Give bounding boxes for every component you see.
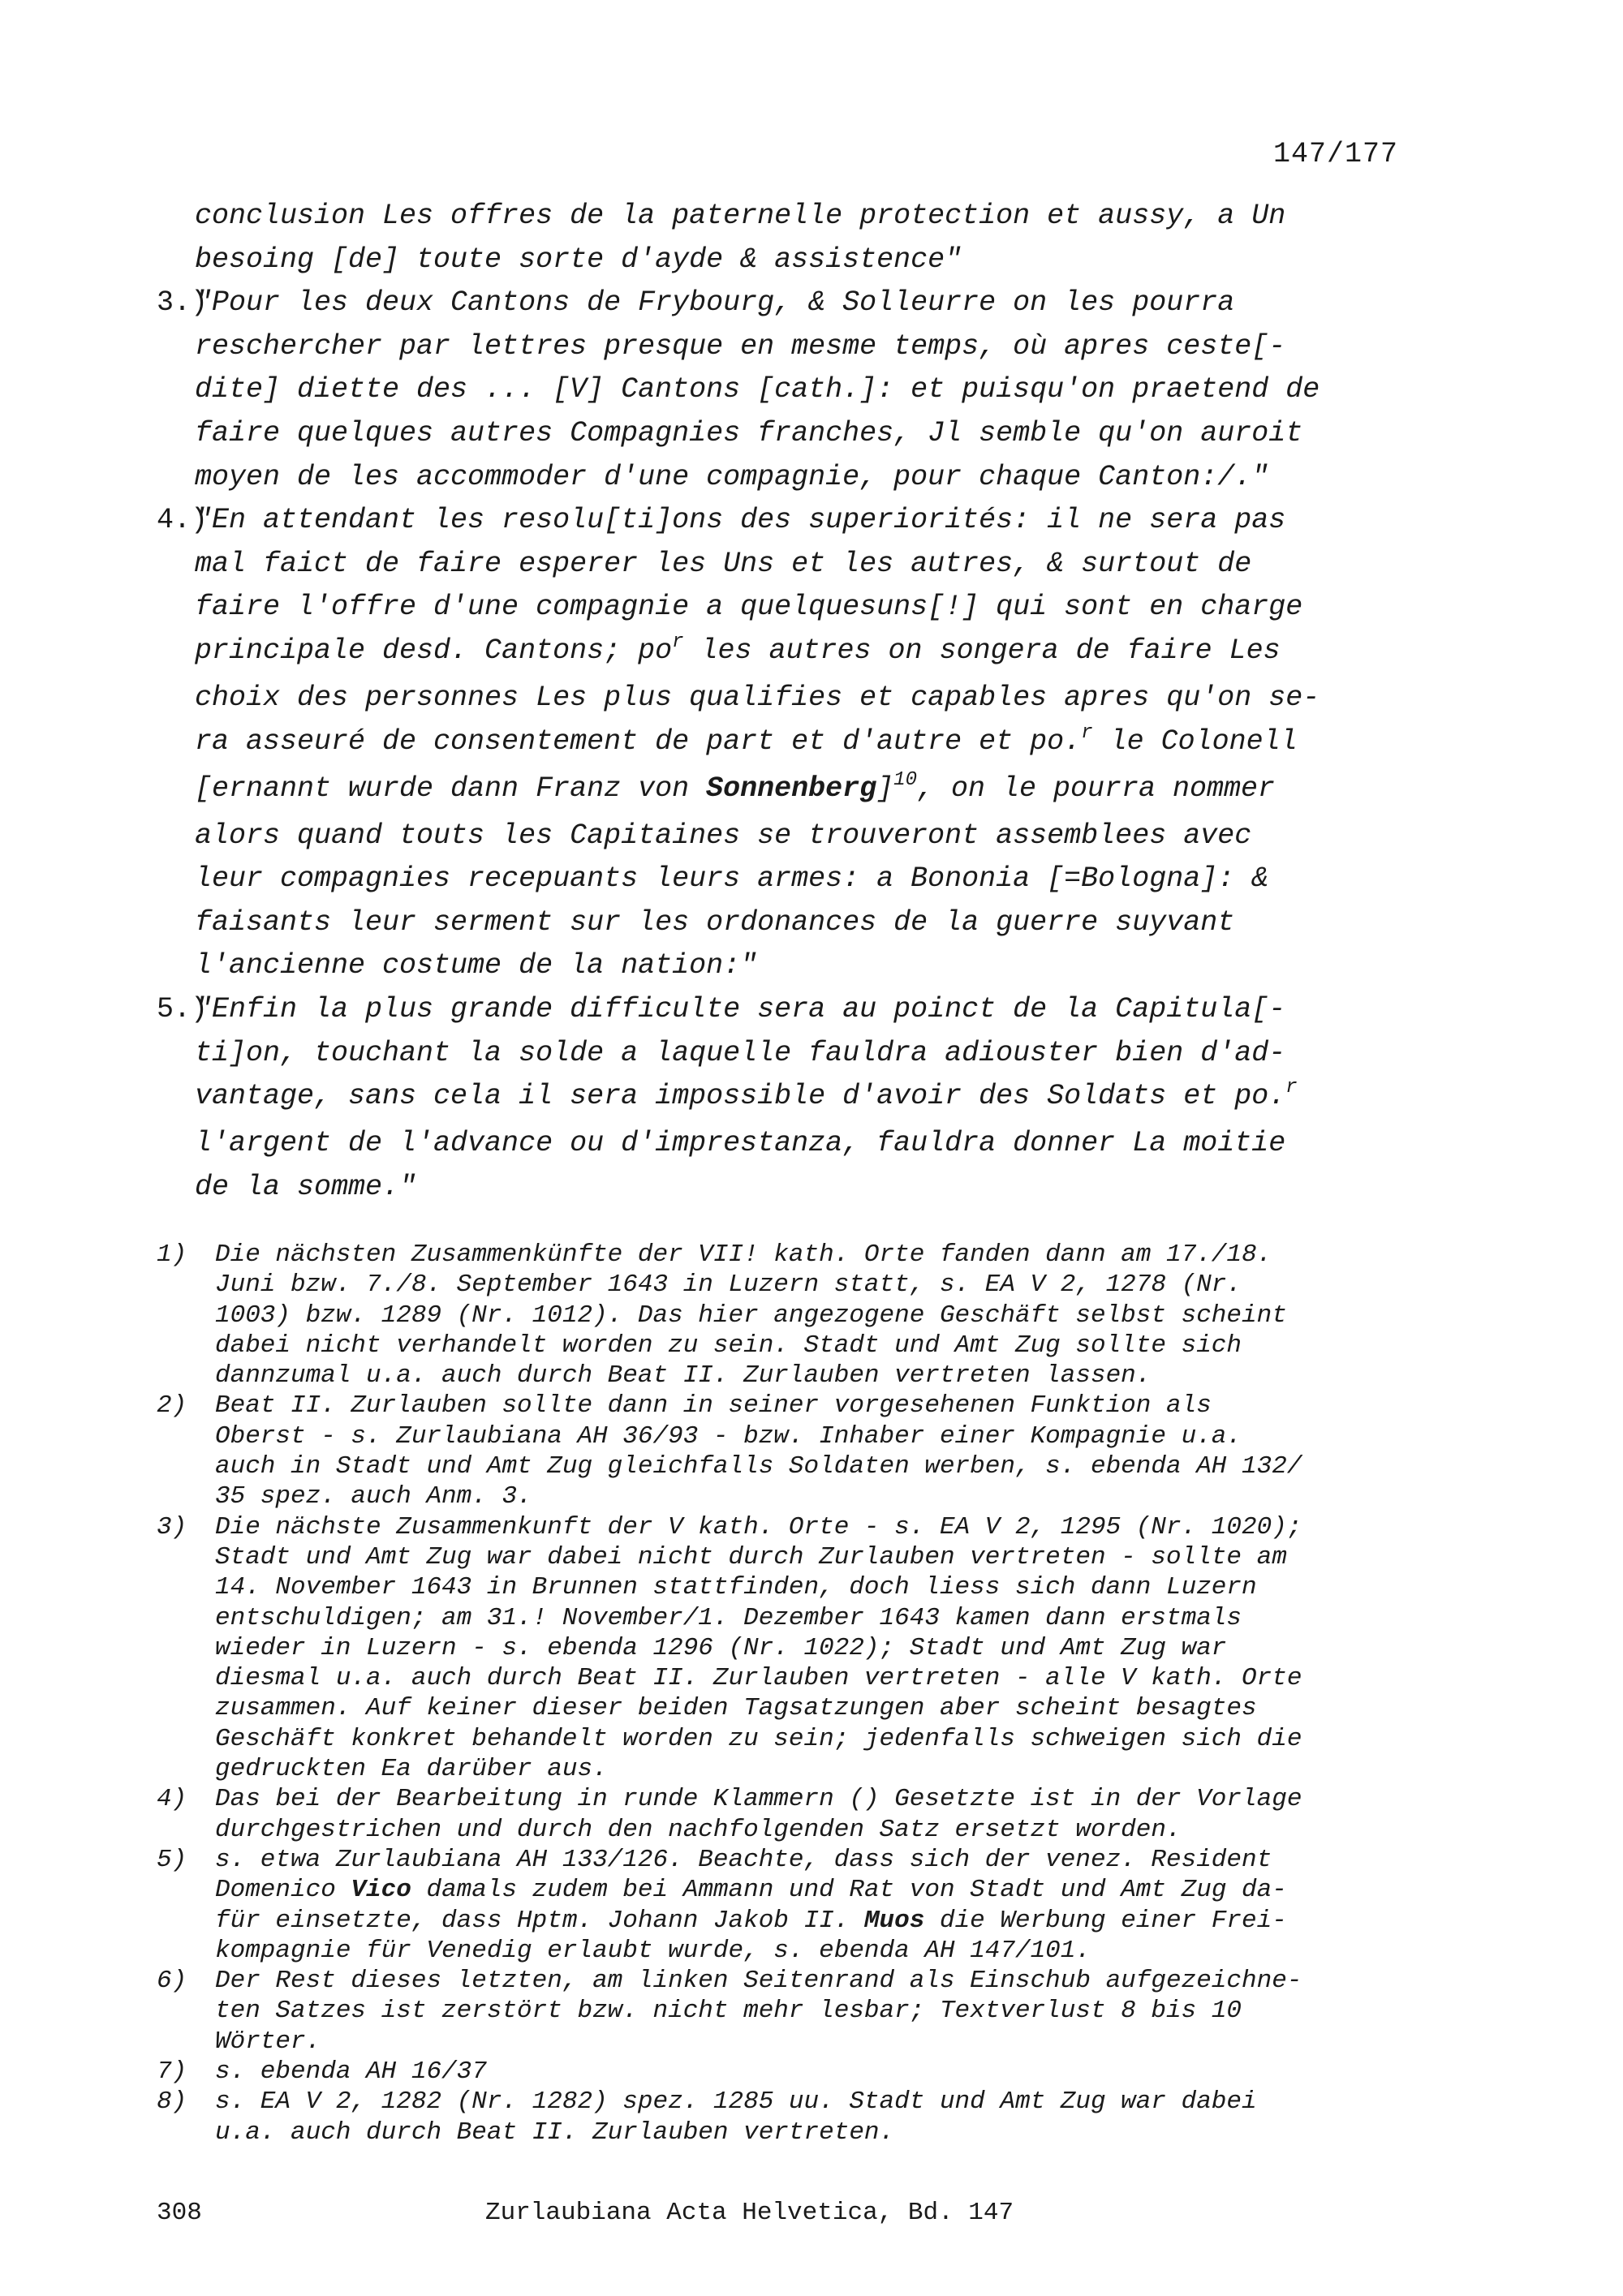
footer-page-number: 308 bbox=[157, 2199, 202, 2227]
footnote-number: 4) bbox=[157, 1785, 187, 1814]
text-line: besoing [de] toute sorte d'ayde & assistence" bbox=[195, 243, 962, 276]
text-run: Domenico bbox=[215, 1876, 351, 1905]
footnote-line bbox=[215, 1906, 1423, 1936]
footnote-number: 8) bbox=[157, 2087, 187, 2117]
text-line: mal faict de faire esperer les Uns et les autres, & surtout de bbox=[195, 547, 1252, 580]
footnote-number: 6) bbox=[157, 1967, 187, 1996]
footnote-7 bbox=[157, 2057, 1423, 2087]
text-line: de la somme." bbox=[195, 1170, 417, 1203]
footnote-line: Stadt und Amt Zug war dabei nicht durch Zurlauben vertreten - sollte am bbox=[215, 1542, 1287, 1572]
footnote-line: zusammen. Auf keiner dieser beiden Tagsatzungen aber scheint besagtes bbox=[215, 1694, 1257, 1723]
footnote-line: 14. November 1643 in Brunnen stattfinden, doch liess sich dann Luzern bbox=[215, 1573, 1257, 1602]
footnote-8 bbox=[157, 2087, 1423, 2148]
footnotes bbox=[157, 1240, 1423, 2148]
footnote-line: s. etwa Zurlaubiana AH 133/126. Beachte, dass sich der venez. Resident bbox=[215, 1845, 1272, 1874]
text-line: faire quelques autres Compagnies franches, Jl semble qu'on auroit bbox=[195, 416, 1303, 449]
text-line: l'argent de l'advance ou d'imprestanza, fauldra donner La moitie bbox=[195, 1127, 1286, 1160]
text-line bbox=[195, 767, 1423, 815]
text-line: leur compagnies recepuants leurs armes: a Bononia [=Bologna]: & bbox=[195, 862, 1269, 896]
footnote-line: Der Rest dieses letzten, am linken Seitenrand als Einschub aufgezeichne- bbox=[215, 1967, 1302, 1996]
text-line: faire l'offre d'une compagnie a quelquesuns[!] qui sont en charge bbox=[195, 591, 1303, 624]
text-line: conclusion Les offres de la paternelle protection et aussy, a Un bbox=[195, 200, 1286, 232]
footnote-line: u.a. auch durch Beat II. Zurlauben vertreten. bbox=[215, 2118, 895, 2147]
paragraph-continuation bbox=[157, 195, 1423, 282]
footnote-ref: 10 bbox=[893, 768, 917, 791]
footnote-line bbox=[215, 1875, 1423, 1905]
text-line: alors quand touts les Capitaines se trouveront assemblees avec bbox=[195, 819, 1252, 852]
footnote-line: durchgestrichen und durch den nachfolgenden Satz ersetzt worden. bbox=[215, 1815, 1182, 1844]
footnote-1 bbox=[157, 1240, 1423, 1391]
text-run: ra asseuré de consentement de part et d'autre et po. bbox=[195, 724, 1082, 758]
footnote-line: Oberst - s. Zurlaubiana AH 36/93 - bzw. Inhaber einer Kompagnie u.a. bbox=[215, 1421, 1242, 1451]
text-line: faisants leur serment sur les ordonances de la guerre suyvant bbox=[195, 905, 1235, 939]
footnote-line: Die nächsten Zusammenkünfte der VII! kath. Orte fanden dann am 17./18. bbox=[215, 1240, 1272, 1269]
text-run: damals zudem bei Ammann und Rat von Stadt und Amt Zug da- bbox=[411, 1876, 1287, 1905]
paragraph-3 bbox=[157, 282, 1423, 499]
footnote-line: auch in Stadt und Amt Zug gleichfalls Soldaten werben, s. ebenda AH 132/ bbox=[215, 1452, 1302, 1481]
footnote-line: Beat II. Zurlauben sollte dann in seiner vorgesehenen Funktion als bbox=[215, 1391, 1212, 1421]
footnote-line: Das bei der Bearbeitung in runde Klammern () Gesetzte ist in der Vorlage bbox=[215, 1785, 1302, 1814]
footnote-line: diesmal u.a. auch durch Beat II. Zurlauben vertreten - alle V kath. Orte bbox=[215, 1664, 1302, 1693]
text-run: ] bbox=[876, 772, 894, 805]
text-line bbox=[195, 1075, 1423, 1122]
text-line bbox=[195, 720, 1423, 767]
footnote-line: wieder in Luzern - s. ebenda 1296 (Nr. 1022); Stadt und Amt Zug war bbox=[215, 1633, 1227, 1662]
paragraph-number: 4.) bbox=[157, 504, 209, 537]
text-run: , on le pourra nommer bbox=[916, 772, 1276, 805]
superscript: r bbox=[672, 630, 684, 653]
footnote-line: s. ebenda AH 16/37 bbox=[215, 2057, 487, 2087]
footnote-6 bbox=[157, 1966, 1423, 2057]
footnote-line: 35 spez. auch Anm. 3. bbox=[215, 1482, 532, 1511]
text-line: l'ancienne costume de la nation:" bbox=[195, 949, 758, 982]
text-line: "Enfin la plus grande difficulte sera au poinct de la Capitula[- bbox=[195, 992, 1286, 1025]
footnote-2 bbox=[157, 1391, 1423, 1511]
paragraph-4 bbox=[157, 499, 1423, 988]
footnote-3 bbox=[157, 1512, 1423, 1785]
text-line bbox=[195, 630, 1423, 677]
footnote-line: Geschäft konkret behandelt worden zu sein; jedenfalls schweigen sich die bbox=[215, 1724, 1302, 1753]
footnote-number: 3) bbox=[157, 1512, 187, 1541]
person-name: Sonnenberg bbox=[706, 772, 877, 805]
footnote-line: Juni bzw. 7./8. September 1643 in Luzern statt, s. EA V 2, 1278 (Nr. bbox=[215, 1271, 1242, 1300]
footnote-line: dabei nicht verhandelt worden zu sein. Stadt und Amt Zug sollte sich bbox=[215, 1331, 1242, 1360]
footnote-line: dannzumal u.a. auch durch Beat II. Zurlauben vertreten lassen. bbox=[215, 1361, 1152, 1391]
paragraph-number: 3.) bbox=[157, 286, 209, 320]
footnote-5 bbox=[157, 1845, 1423, 1966]
text-line: dite] diette des ... [V] Cantons [cath.]: et puisqu'on praetend de bbox=[195, 373, 1320, 406]
paragraph-number: 5.) bbox=[157, 992, 209, 1025]
main-text bbox=[157, 195, 1423, 1209]
text-run: die Werbung einer Frei- bbox=[924, 1906, 1287, 1935]
footnote-line: 1003) bzw. 1289 (Nr. 1012). Das hier angezogene Geschäft selbst scheint bbox=[215, 1301, 1287, 1330]
footnote-line: ten Satzes ist zerstört bzw. nicht mehr lesbar; Textverlust 8 bis 10 bbox=[215, 1997, 1242, 2026]
footnote-line: kompagnie für Venedig erlaubt wurde, s. ebenda AH 147/101. bbox=[215, 1936, 1091, 1965]
footnote-number: 5) bbox=[157, 1845, 187, 1874]
superscript: r bbox=[1081, 721, 1093, 744]
person-name: Muos bbox=[863, 1906, 925, 1935]
text-run: vantage, sans cela il sera impossible d'avoir des Soldats et po. bbox=[195, 1080, 1286, 1113]
footnote-number: 7) bbox=[157, 2057, 187, 2087]
text-run: für einsetzte, dass Hptm. Johann Jakob II. bbox=[215, 1906, 864, 1935]
text-run: principale desd. Cantons; po bbox=[195, 634, 673, 667]
footnote-number: 1) bbox=[157, 1240, 187, 1269]
text-line: reschercher par lettres presque en mesme temps, où apres ceste[- bbox=[195, 329, 1286, 363]
paragraph-5 bbox=[157, 988, 1423, 1209]
text-line: ti]on, touchant la solde a laquelle fauldra adiouster bien d'ad- bbox=[195, 1036, 1286, 1069]
footer-publication-title: Zurlaubiana Acta Helvetica, Bd. 147 bbox=[485, 2199, 1014, 2227]
text-line: "En attendant les resolu[ti]ons des superiorités: il ne sera pas bbox=[195, 504, 1286, 537]
footnote-line: gedruckten Ea darüber aus. bbox=[215, 1755, 608, 1784]
footnote-line: Wörter. bbox=[215, 2027, 321, 2056]
footnote-4 bbox=[157, 1784, 1423, 1845]
person-name: Vico bbox=[351, 1876, 411, 1905]
superscript: r bbox=[1285, 1077, 1298, 1099]
text-line: choix des personnes Les plus qualifies et capables apres qu'on se- bbox=[195, 681, 1320, 714]
page-reference: 147/177 bbox=[1272, 138, 1398, 170]
text-run: [ernannt wurde dann Franz von bbox=[195, 772, 707, 805]
text-run: le Colonell bbox=[1092, 724, 1298, 758]
text-line: "Pour les deux Cantons de Frybourg, & Solleurre on les pourra bbox=[195, 286, 1235, 320]
text-run: les autres on songera de faire Les bbox=[683, 634, 1281, 667]
footnote-line: s. EA V 2, 1282 (Nr. 1282) spez. 1285 uu. Stadt und Amt Zug war dabei bbox=[215, 2087, 1257, 2117]
footnote-number: 2) bbox=[157, 1391, 187, 1421]
footnote-line: Die nächste Zusammenkunft der V kath. Orte - s. EA V 2, 1295 (Nr. 1020); bbox=[215, 1512, 1302, 1541]
footnote-line: entschuldigen; am 31.! November/1. Dezember 1643 kamen dann erstmals bbox=[215, 1603, 1242, 1632]
text-line: moyen de les accommoder d'une compagnie, pour chaque Canton:/." bbox=[195, 460, 1269, 493]
